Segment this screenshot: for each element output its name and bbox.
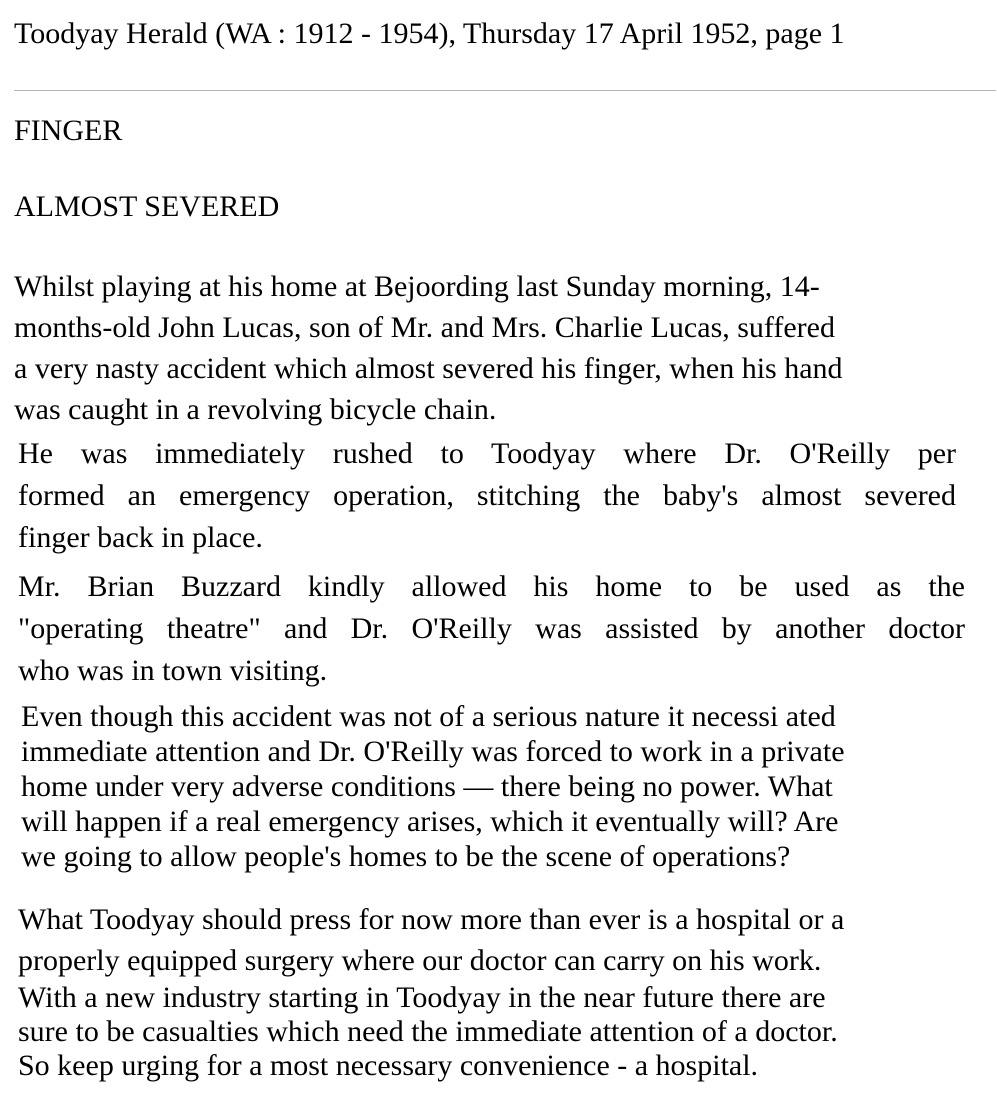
paragraph-line: who was in town visiting. <box>18 654 328 687</box>
article-paragraph-5 <box>18 899 963 1083</box>
paragraph-line: home under very adverse conditions — there being no power. What <box>21 770 833 803</box>
paragraph-line: Whilst playing at his home at Bejoording last Sunday morning, 14- <box>14 270 820 303</box>
article-paragraph-4 <box>21 699 963 874</box>
article-paragraph-1 <box>14 266 949 430</box>
article-paragraph-3 <box>18 566 965 692</box>
headline-line-2: ALMOST SEVERED <box>14 190 280 223</box>
paragraph-line: "operating theatre" and Dr. O'Reilly was assisted by another doctor <box>18 612 965 645</box>
article-paragraph-2 <box>18 433 956 559</box>
header-divider <box>14 90 996 91</box>
paragraph-line: will happen if a real emergency arises, which it eventually will? Are <box>21 805 839 838</box>
paragraph-line: sure to be casualties which need the immediate attention of a doctor. <box>18 1015 838 1048</box>
paragraph-line: properly equipped surgery where our doctor can carry on his work. <box>18 944 822 977</box>
paragraph-line: With a new industry starting in Toodyay in the near future there are <box>18 981 826 1014</box>
paragraph-line: He was immediately rushed to Toodyay where Dr. O'Reilly per <box>18 437 956 470</box>
paragraph-line: So keep urging for a most necessary convenience - a hospital. <box>18 1049 759 1082</box>
paragraph-line: Even though this accident was not of a serious nature it necessi ated <box>21 700 836 733</box>
paragraph-line: months-old John Lucas, son of Mr. and Mrs. Charlie Lucas, suffered <box>14 311 835 344</box>
paragraph-line: was caught in a revolving bicycle chain. <box>14 393 497 426</box>
paragraph-line: What Toodyay should press for now more than ever is a hospital or a <box>18 903 845 936</box>
paragraph-line: Mr. Brian Buzzard kindly allowed his home to be used as the <box>18 570 965 603</box>
paragraph-line: a very nasty accident which almost severed his finger, when his hand <box>14 352 843 385</box>
paragraph-line: formed an emergency operation, stitching the baby's almost severed <box>18 479 956 512</box>
paragraph-line: immediate attention and Dr. O'Reilly was forced to work in a private <box>21 735 845 768</box>
paragraph-line: finger back in place. <box>18 521 263 554</box>
headline-line-1: FINGER <box>14 114 123 147</box>
paragraph-line: we going to allow people's homes to be the scene of operations? <box>21 840 791 873</box>
article-citation: Toodyay Herald (WA : 1912 - 1954), Thursday 17 April 1952, page 1 <box>14 17 845 50</box>
